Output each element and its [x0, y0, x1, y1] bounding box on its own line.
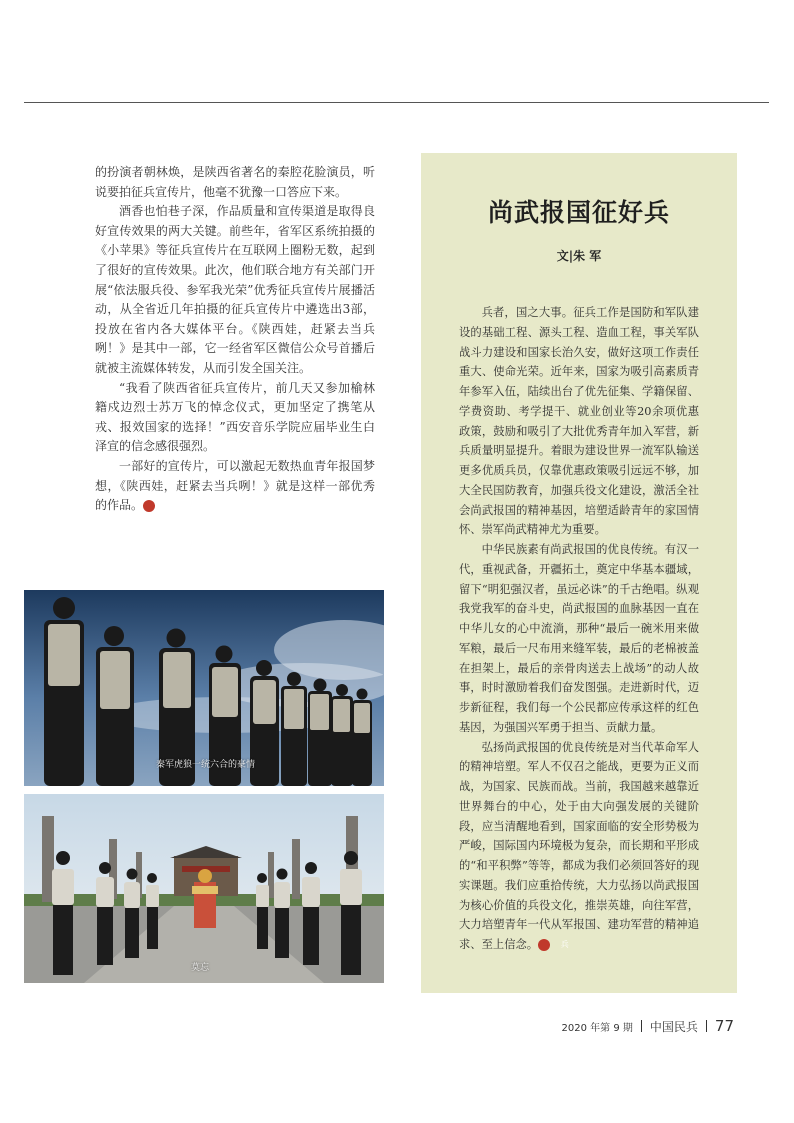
footer-divider [706, 1020, 707, 1032]
soldiers-plaza-photo [24, 794, 384, 983]
photo-1-caption: 秦军虎狼一统六合的豪情 [156, 760, 256, 770]
left-paragraph-4 [95, 457, 375, 516]
left-paragraph-1: 的扮演者朝林焕，是陕西省著名的秦腔花脸演员，听说要拍征兵宣传片，他毫不犹豫一口答应下来。 [95, 165, 375, 199]
photo-2-illustration [24, 794, 384, 983]
sidebar-end-icon: 兵 [538, 939, 550, 951]
soldiers-silhouette-photo [24, 590, 384, 786]
header-rule [24, 102, 769, 103]
left-column-text [95, 163, 375, 516]
sidebar-paragraph-3 [459, 738, 699, 955]
page-footer [562, 1016, 734, 1036]
footer-divider [641, 1020, 642, 1032]
photo-2-caption: 莫忘 [191, 963, 210, 973]
left-paragraph-3: “我看了陕西省征兵宣传片，前几天又参加榆林籍戍边烈士苏万飞的悼念仪式，更加坚定了携笔从戎、报效国家的选择！”西安音乐学院应届毕业生白泽宣的信念感很强烈。 [95, 380, 375, 454]
left-paragraph-2: 酒香也怕巷子深，作品质量和宣传渠道是取得良好宣传效果的两大关键。前些年，省军区系统拍摄的《小苹果》等征兵宣传片在互联网上圈粉无数，起到了很好的宣传效果。此次，他们联合地方有关部门开展“依法服兵役、参军我光荣”优秀征兵宣传片展播活动，从全省近几年拍摄的征兵宣传片中遴选出3部，投放在省内各大媒体平台。《陕西娃，赶紧去当兵咧！》是其中一部，它一经省军区微信公众号首播后就被主流媒体转发，从而引发全国关注。 [95, 204, 375, 375]
magazine-name: 中国民兵 [649, 1019, 698, 1034]
sidebar-commentary [421, 153, 737, 993]
sidebar-body [459, 303, 699, 955]
left-paragraph-4-text: 一部好的宣传片，可以激起无数热血青年报国梦想，《陕西娃，赶紧去当兵咧！》就是这样一部优秀的作品。 [95, 458, 375, 513]
issue-label: 2020 年第 9 期 [561, 1022, 633, 1034]
sidebar-byline: 文|朱 军 [556, 249, 602, 263]
sidebar-title: 尚武报国征好兵 [487, 198, 670, 227]
page-number: 77 [714, 1017, 734, 1035]
sidebar-paragraph-1: 兵者，国之大事。征兵工作是国防和军队建设的基础工程、源头工程、造血工程，事关军队战斗力建设和国家长治久安，做好这项工作责任重大、使命光荣。近年来，国家为吸引高素质青年参军入伍，陆续出台了优先征集、学籍保留、学费资助、考学提干、就业创业等20余项优惠政策，鼓励和吸引了大批优秀青年加入军营，新兵质量明显提升。着眼为建设世界一流军队输送更多优质兵员，仅靠优惠政策吸引远远不够，加大全民国防教育，加强兵役文化建设，激活全社会尚武报国的精神基因，培塑适龄青年的家国情怀、崇军尚武精神尤为重要。 [459, 306, 699, 537]
sidebar-paragraph-2: 中华民族素有尚武报国的优良传统。有汉一代，重视武备，开疆拓土，奠定中华基本疆域，留下“明犯强汉者，虽远必诛”的千古绝唱。纵观我党我军的奋斗史，尚武报国的血脉基因一直在中华儿女的心中流淌，那种“最后一碗米用来做军粮，最后一尺布用来缝军装，最后的老棉被盖在担架上，最后的亲骨肉送去上战场”的动人故事，时时激励着我们奋发图强。走进新时代，迈步新征程，我们每一个公民都应传承这样的红色基因，为强国兴军勇于担当、贡献力量。 [459, 543, 699, 734]
article-end-icon: 兵 [143, 500, 155, 512]
sidebar-paragraph-3-text: 弘扬尚武报国的优良传统是对当代革命军人的精神培塑。军人不仅召之能战，更要为正义而战，为国家、民族而战。当前，我国越来越靠近世界舞台的中心，处于由大向强发展的关键阶段，应当清醒地看到，国家面临的安全形势极为严峻，国际国内环境极为复杂，而长期和平形成的“和平积弊”等等，都成为我们必须回答好的现实课题。我们应重拾传统，大力弘扬以尚武报国为核心价值的兵役文化，推崇英雄，向往军营，大力培塑青年一代从军报国、建功军营的精神追求、至上信念。 [459, 740, 699, 951]
